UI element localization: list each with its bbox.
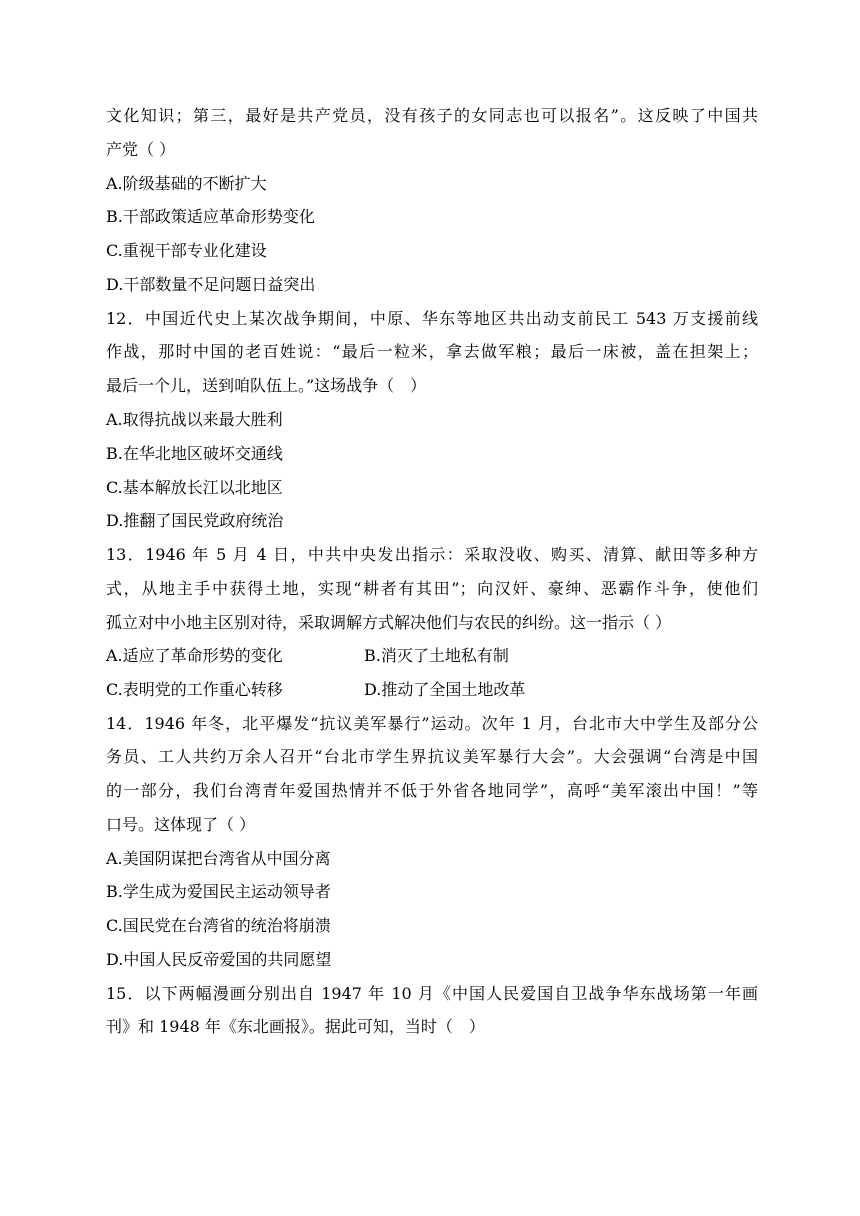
q14-option-c: C.国民党在台湾省的统治将崩溃 xyxy=(106,916,331,935)
q13-options-row-2 xyxy=(106,678,758,702)
q12-option-c: C.基本解放长江以北地区 xyxy=(106,478,283,497)
q11-option-a: A.阶级基础的不断扩大 xyxy=(106,174,267,193)
q12-stem-line-3: 最后一个儿，送到咱队伍上。”这场战争（ ） xyxy=(106,376,427,395)
q11-option-b: B.干部政策适应革命形势变化 xyxy=(106,207,315,226)
q12-option-a: A.取得抗战以来最大胜利 xyxy=(106,410,283,429)
q13-stem-line-2: 式，从地主手中获得土地，实现“耕者有其田”；向汉奸、豪绅、恶霸作斗争，使他们 xyxy=(106,579,758,598)
q13-stem-line-1: 13．1946 年 5 月 4 日，中共中央发出指示：采取没收、购买、清算、献田等多种方 xyxy=(106,545,758,564)
q13-options-row-1 xyxy=(106,644,758,668)
q14-stem-line-4: 口号。这体现了（ ） xyxy=(106,815,256,834)
q12-stem-line-2: 作战，那时中国的老百姓说：“最后一粒米，拿去做军粮；最后一床被，盖在担架上； xyxy=(106,342,758,361)
q12-stem-line-1: 12．中国近代史上某次战争期间，中原、华东等地区共出动支前民工 543 万支援前线 xyxy=(106,309,758,328)
q11-option-c: C.重视干部专业化建设 xyxy=(106,241,267,260)
q12-option-b: B.在华北地区破坏交通线 xyxy=(106,444,283,463)
q14-option-b: B.学生成为爱国民主运动领导者 xyxy=(106,882,331,901)
q12-option-d: D.推翻了国民党政府统治 xyxy=(106,511,284,530)
q14-stem-line-1: 14．1946 年冬，北平爆发“抗议美军暴行”运动。次年 1 月，台北市大中学生及部分公 xyxy=(106,714,758,733)
q11-option-d: D.干部数量不足问题日益突出 xyxy=(106,275,316,294)
q13-option-c: C.表明党的工作重心转移 xyxy=(106,680,283,699)
q14-stem-line-2: 务员、工人共约万余人召开“台北市学生界抗议美军暴行大会”。大会强调“台湾是中国 xyxy=(106,747,758,766)
q13-option-b: B.消灭了土地私有制 xyxy=(364,646,509,665)
q13-option-a: A.适应了革命形势的变化 xyxy=(106,646,283,665)
q11-stem-line-1: 文化知识；第三，最好是共产党员，没有孩子的女同志也可以报名”。这反映了中国共 xyxy=(106,106,758,125)
q14-option-a: A.美国阴谋把台湾省从中国分离 xyxy=(106,849,331,868)
q15-stem-line-1: 15．以下两幅漫画分别出自 1947 年 10 月《中国人民爱国自卫战争华东战场第一年画 xyxy=(106,984,758,1003)
q14-option-d: D.中国人民反帝爱国的共同愿望 xyxy=(106,950,332,969)
q13-option-d: D.推动了全国土地改革 xyxy=(364,680,526,699)
q13-stem-line-3: 孤立对中小地主区别对待，采取调解方式解决他们与农民的纠纷。这一指示（ ） xyxy=(106,613,672,632)
q11-stem-line-2: 产党（ ） xyxy=(106,140,176,159)
q14-stem-line-3: 的一部分，我们台湾青年爱国热情并不低于外省各地同学”，高呼“美军滚出中国！”等 xyxy=(106,781,758,800)
q15-stem-line-2: 刊》和 1948 年《东北画报》。据此可知，当时（ ） xyxy=(106,1017,485,1036)
